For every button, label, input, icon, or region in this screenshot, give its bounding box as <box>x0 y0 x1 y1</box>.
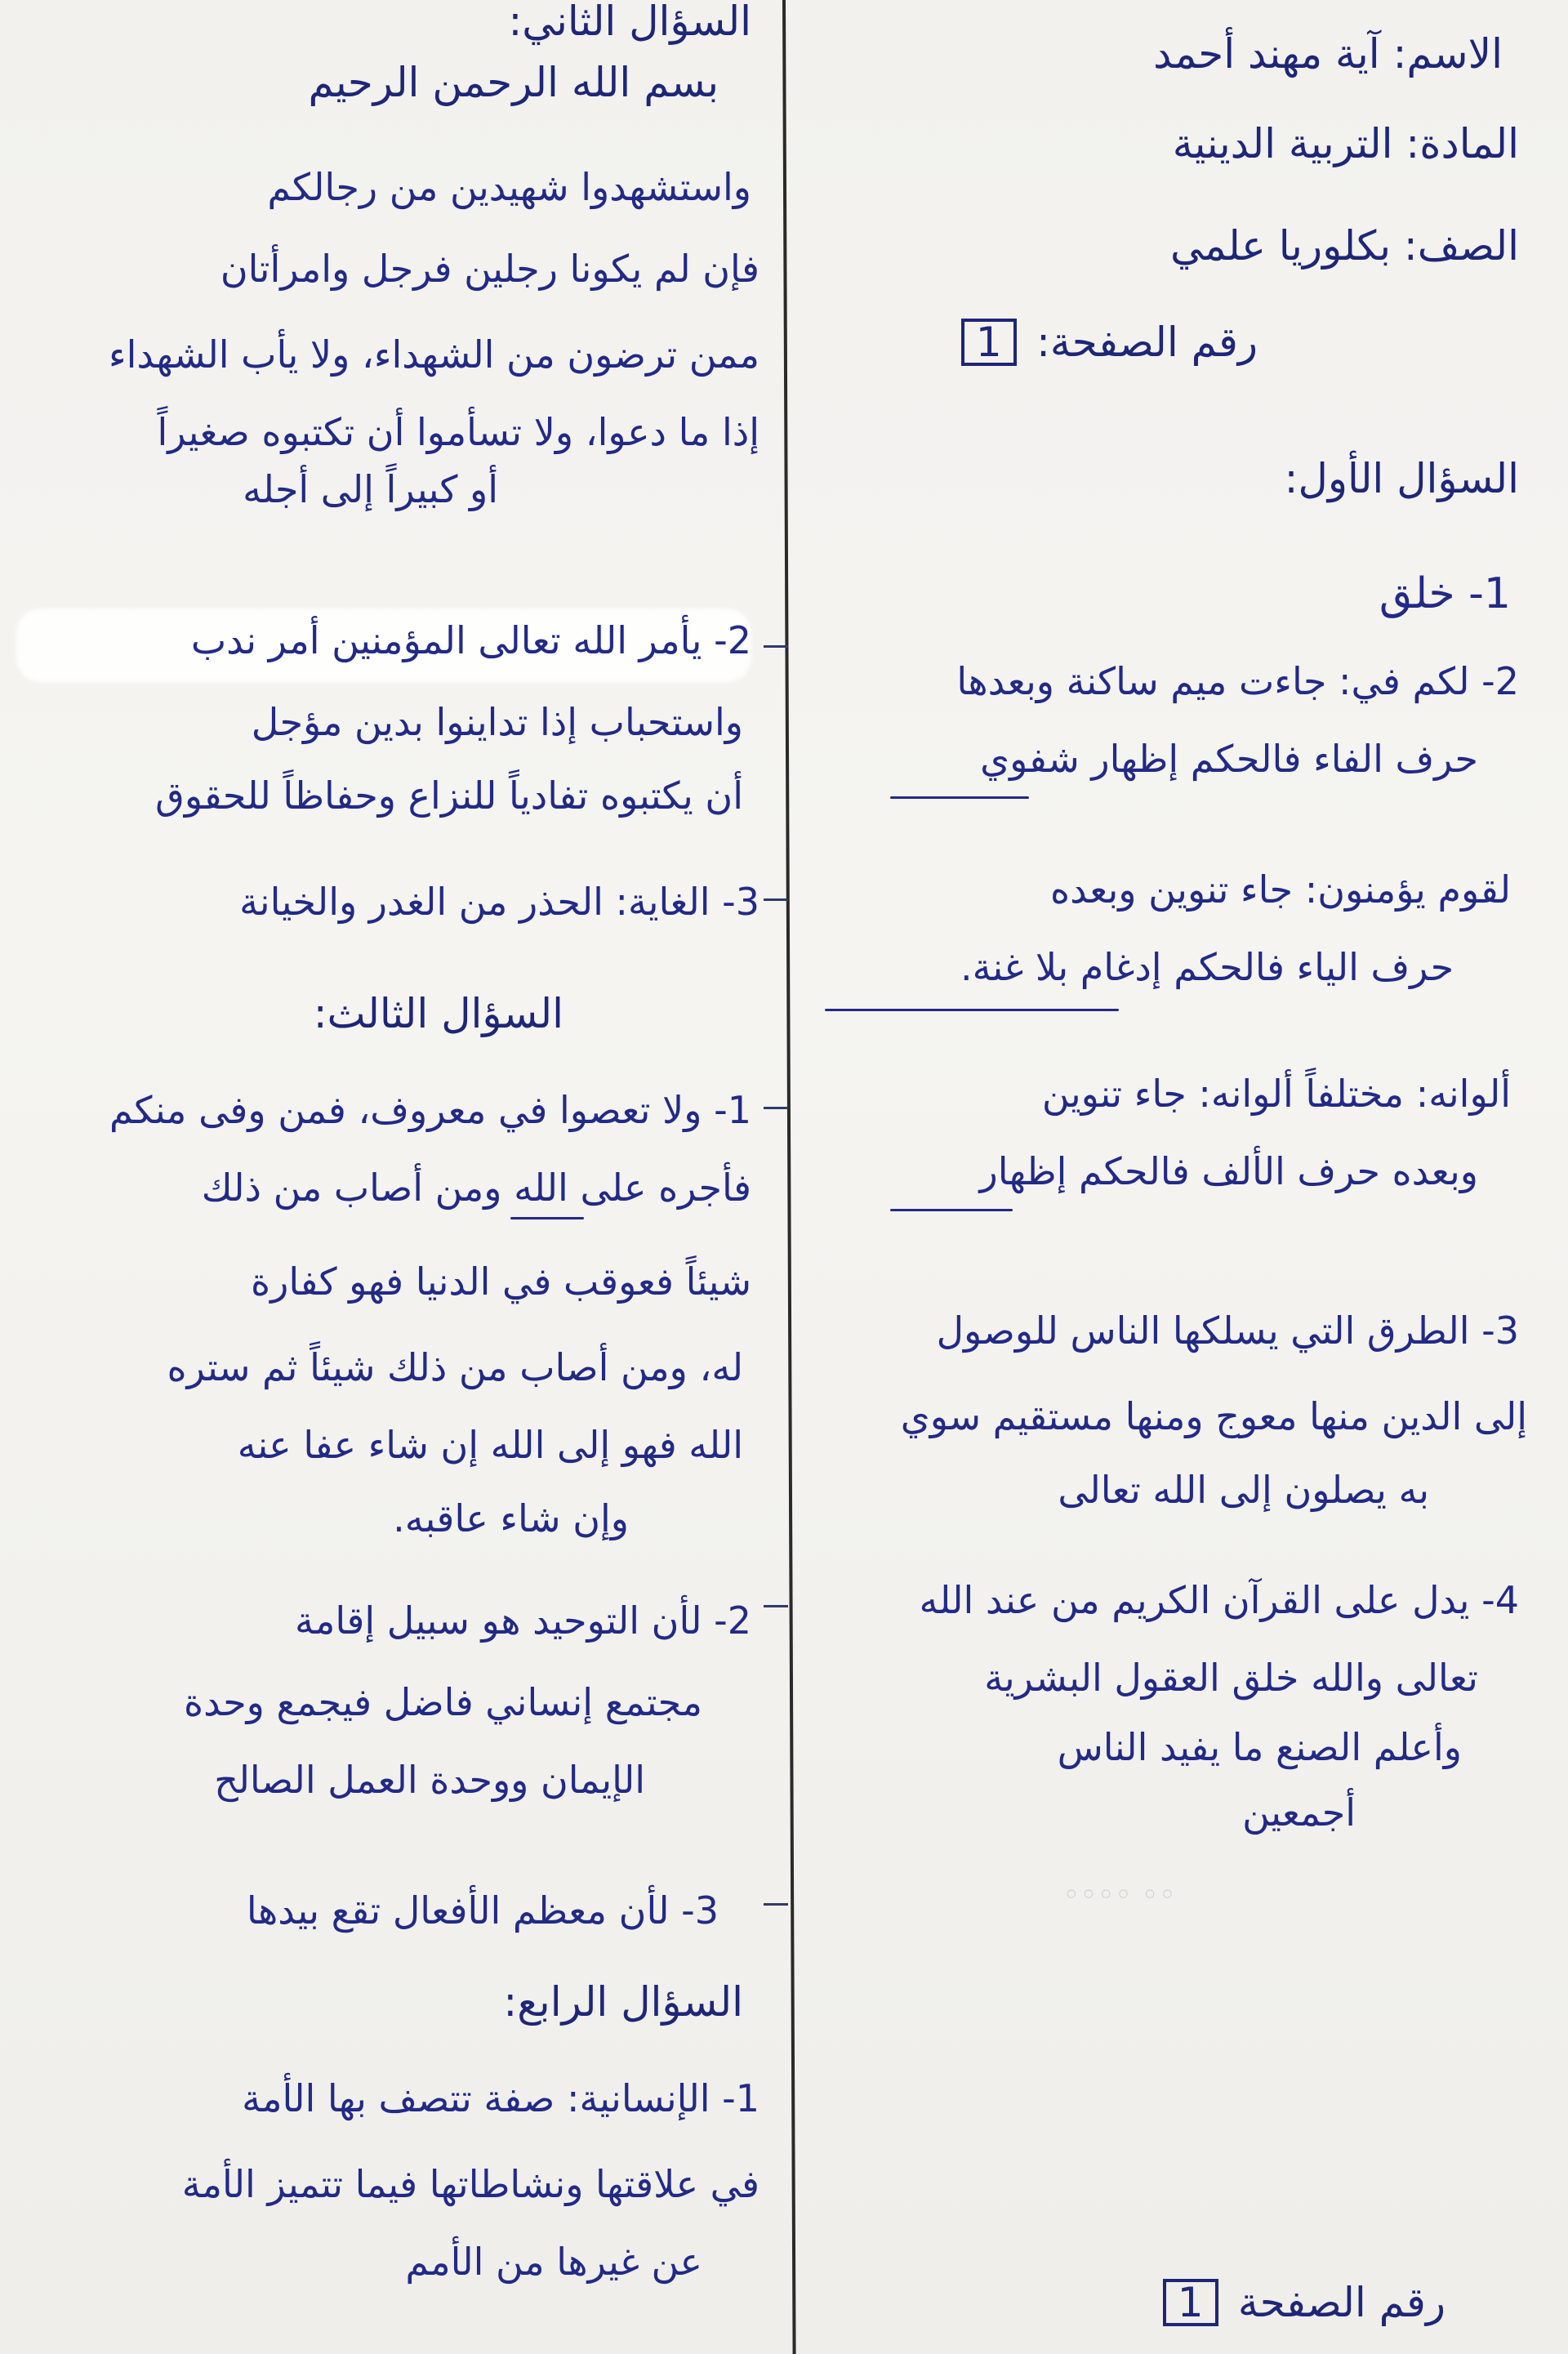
footer-page-box: 1 <box>1163 2279 1218 2326</box>
student-name: الاسم: آية مهند أحمد <box>1153 30 1503 78</box>
q3-answer-1-line-1: 1- ولا تعصوا في معروف، فمن وفى منكم <box>109 1088 751 1132</box>
q3-answer-1-line-6: وإن شاء عاقبه. <box>393 1496 629 1540</box>
underline-idgham <box>825 1009 1119 1011</box>
page-number-line <box>961 319 1258 366</box>
divider-tick <box>764 1605 788 1607</box>
q4-answer-1-line-1: 1- الإنسانية: صفة تتصف بها الأمة <box>242 2076 760 2120</box>
divider-tick <box>764 1903 788 1906</box>
underline-allah <box>510 1217 584 1219</box>
q4-answer-1-line-2: في علاقتها ونشاطاتها فيما تتميز الأمة <box>181 2162 760 2206</box>
footer-page-label: رقم الصفحة <box>1237 2279 1446 2326</box>
q1-answer-1: 1- خلق <box>1379 569 1511 618</box>
q2-answer-1-line-4: إذا ما دعوا، ولا تسأموا أن تكتبوه صغيراً <box>157 410 760 454</box>
q1-answer-3-line-3: به يصلون إلى الله تعالى <box>1058 1468 1429 1512</box>
q1-answer-2-line-2: حرف الفاء فالحكم إظهار شفوي <box>980 737 1478 781</box>
q3-answer-3: 3- لأن معظم الأفعال تقع بيدها <box>246 1888 719 1933</box>
divider-tick <box>764 1107 788 1109</box>
subject-line: المادة: التربية الدينية <box>1172 120 1519 167</box>
q2-title: السؤال الثاني: <box>508 0 751 45</box>
q3-answer-2-line-3: الإيمان ووحدة العمل الصالح <box>214 1758 645 1802</box>
class-line: الصف: بكلوريا علمي <box>1169 222 1519 270</box>
q1-answer-2-line-1: 2- لكم في: جاءت ميم ساكنة وبعدها <box>956 659 1519 703</box>
q3-answer-2-line-1: 2- لأن التوحيد هو سبيل إقامة <box>295 1598 751 1643</box>
q4-answer-1-line-3: عن غيرها من الأمم <box>405 2240 702 2284</box>
faint-stamp: ◦◦ ◦◦◦◦ <box>1062 1879 1176 1912</box>
q1-answer-4-line-1: 4- يدل على القرآن الكريم من عند الله <box>919 1578 1519 1622</box>
q3-answer-1-line-5: الله فهو إلى الله إن شاء عفا عنه <box>237 1423 743 1467</box>
divider-tick <box>764 898 788 901</box>
q1-answer-2-line-6: وبعده حرف الألف فالحكم إظهار <box>979 1149 1478 1193</box>
q1-answer-2-line-5: ألوانه: مختلفاً ألوانه: جاء تنوين <box>1041 1072 1511 1116</box>
q1-answer-4-line-3: وأعلم الصنع ما يفيد الناس <box>1057 1725 1462 1769</box>
q2-answer-2-line-3: أن يكتبوه تفادياً للنزاع وحفاظاً للحقوق <box>155 774 743 818</box>
q2-answer-1-line-2: فإن لم يكونا رجلين فرجل وامرأتان <box>220 247 760 291</box>
q1-answer-2-line-3: لقوم يؤمنون: جاء تنوين وبعده <box>1050 867 1511 912</box>
q3-answer-1-line-3: شيئاً فعوقب في الدنيا فهو كفارة <box>251 1259 751 1304</box>
q3-answer-2-line-2: مجتمع إنساني فاضل فيجمع وحدة <box>184 1680 702 1724</box>
q1-title: السؤال الأول: <box>1284 455 1519 502</box>
q2-answer-1-line-3: ممن ترضون من الشهداء، ولا يأب الشهداء <box>108 332 760 377</box>
q1-answer-2-line-4: حرف الياء فالحكم إدغام بلا غنة. <box>960 945 1454 989</box>
underline-izhar <box>890 1209 1013 1211</box>
underline-ikhfa <box>890 796 1029 799</box>
q2-answer-2-line-1: 2- يأمر الله تعالى المؤمنين أمر ندب <box>190 618 751 662</box>
page-number-label: رقم الصفحة: <box>1036 319 1258 366</box>
q1-answer-4-line-2: تعالى والله خلق العقول البشرية <box>984 1656 1478 1700</box>
q1-answer-3-line-2: إلى الدين منها معوج ومنها مستقيم سوي <box>900 1394 1527 1438</box>
q2-answer-2-line-2: واستحباب إذا تداينوا بدين مؤجل <box>251 700 743 744</box>
q3-answer-1-line-2: فأجره على الله ومن أصاب من ذلك <box>201 1166 751 1210</box>
divider-tick <box>764 645 788 648</box>
q2-answer-3: 3- الغاية: الحذر من الغدر والخيانة <box>239 880 760 924</box>
q1-answer-4-line-4: أجمعين <box>1242 1790 1356 1835</box>
page-number-box: 1 <box>961 319 1017 366</box>
q2-answer-1-line-5: أو كبيراً إلى أجله <box>243 467 498 511</box>
q2-answer-1-line-1: واستشهدوا شهيدين من رجالكم <box>267 165 751 209</box>
q3-answer-1-line-4: له، ومن أصاب من ذلك شيئاً ثم ستره <box>167 1345 743 1389</box>
q1-answer-3-line-1: 3- الطرق التي يسلكها الناس للوصول <box>936 1309 1519 1353</box>
footer-page-number <box>1163 2279 1446 2326</box>
q4-title: السؤال الرابع: <box>503 1978 743 2026</box>
q3-title: السؤال الثالث: <box>313 990 564 1037</box>
basmala: بسم الله الرحمن الرحيم <box>308 59 719 106</box>
